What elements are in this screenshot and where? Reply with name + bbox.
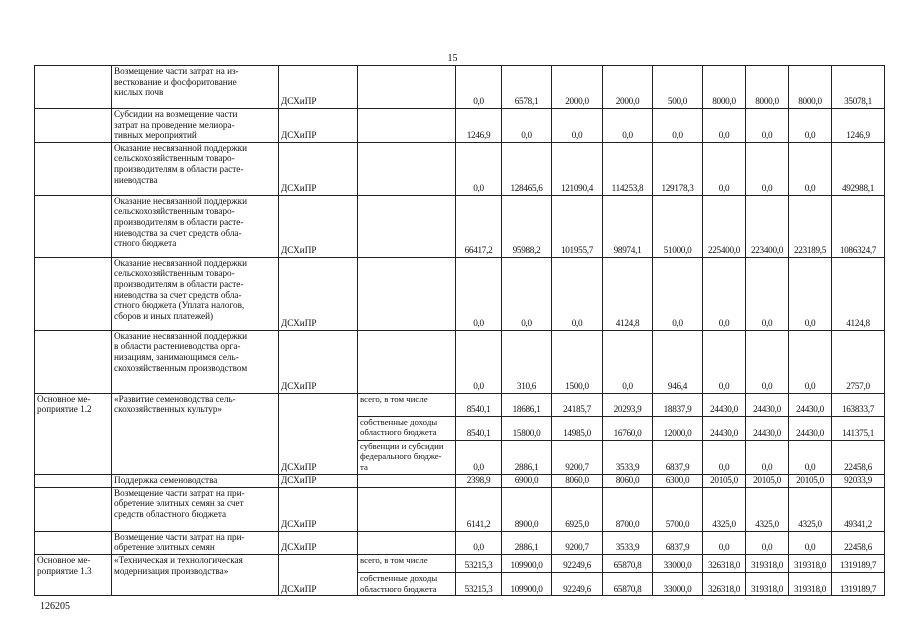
value-cell: 0,0 <box>789 440 832 474</box>
value-cell: 8060,0 <box>603 474 653 487</box>
value-cell: 95988,2 <box>502 195 552 257</box>
value-cell: 18837,9 <box>653 393 703 416</box>
program-cell <box>35 109 112 143</box>
table-row <box>35 554 885 572</box>
value-cell: 326318,0 <box>703 572 746 595</box>
value-cell: 6141,2 <box>456 487 502 531</box>
value-cell: 0,0 <box>789 142 832 195</box>
value-cell: 319318,0 <box>789 554 832 572</box>
value-cell: 2886,1 <box>502 531 552 554</box>
value-cell: 114253,8 <box>603 142 653 195</box>
value-cell: 109900,0 <box>502 572 552 595</box>
program-cell <box>35 487 112 531</box>
value-cell: 319318,0 <box>789 572 832 595</box>
program-cell <box>35 195 112 257</box>
value-cell: 1319189,7 <box>832 554 885 572</box>
activity-name: Оказание несвязанной поддержки сельскохозяйственным товаро- производителям в области расте- ниеводства за счет средств обла- стного бюджета <box>112 195 279 257</box>
value-cell: 0,0 <box>456 330 502 393</box>
table-row <box>35 195 885 257</box>
program-cell <box>35 330 112 393</box>
value-cell: 310,6 <box>502 330 552 393</box>
value-cell: 35078,1 <box>832 66 885 109</box>
value-cell: 223189,5 <box>789 195 832 257</box>
value-cell: 65870,8 <box>603 572 653 595</box>
executor-cell: ДСХиПР <box>279 487 358 531</box>
value-cell: 319318,0 <box>746 572 789 595</box>
value-cell: 0,0 <box>502 257 552 330</box>
value-cell: 6900,0 <box>502 474 552 487</box>
program-cell: Основное ме- роприятие 1.2 <box>35 393 112 474</box>
value-cell: 0,0 <box>746 257 789 330</box>
value-cell: 0,0 <box>746 330 789 393</box>
funding-source: собственные доходы областного бюджета <box>358 416 456 440</box>
source-cell <box>358 531 456 554</box>
value-cell: 0,0 <box>653 257 703 330</box>
value-cell: 128465,6 <box>502 142 552 195</box>
activity-name: Оказание несвязанной поддержки в области растениеводства орга- низациям, занимающимся сель- скохозяйственным производством <box>112 330 279 393</box>
table-row <box>35 109 885 143</box>
value-cell: 0,0 <box>552 257 603 330</box>
funding-source: субвенции и субсидии федерального бюдже- та <box>358 440 456 474</box>
executor-cell: ДСХиПР <box>279 474 358 487</box>
program-cell <box>35 474 112 487</box>
source-cell <box>358 487 456 531</box>
value-cell: 4325,0 <box>789 487 832 531</box>
value-cell: 53215,3 <box>456 572 502 595</box>
program-cell <box>35 531 112 554</box>
value-cell: 6837,9 <box>653 440 703 474</box>
value-cell: 9200,7 <box>552 531 603 554</box>
activity-name: Оказание несвязанной поддержки сельскохозяйственным товаро- производителям в области расте- ниеводства за счет средств обла- стного бюджета (Уплата налогов, сборов и иных платежей) <box>112 257 279 330</box>
activity-name: Возмещение части затрат на из- весткование и фосфоритование кислых почв <box>112 66 279 109</box>
value-cell: 0,0 <box>456 257 502 330</box>
table-row <box>35 257 885 330</box>
value-cell: 51000,0 <box>653 195 703 257</box>
table-row <box>35 142 885 195</box>
value-cell: 2000,0 <box>603 66 653 109</box>
value-cell: 0,0 <box>746 531 789 554</box>
value-cell: 4325,0 <box>703 487 746 531</box>
value-cell: 14985,0 <box>552 416 603 440</box>
value-cell: 163833,7 <box>832 393 885 416</box>
activity-name: Возмещение части затрат на при- обретение элитных семян <box>112 531 279 554</box>
value-cell: 2000,0 <box>552 66 603 109</box>
value-cell: 0,0 <box>746 440 789 474</box>
value-cell: 18686,1 <box>502 393 552 416</box>
value-cell: 492988,1 <box>832 142 885 195</box>
budget-table <box>34 65 885 596</box>
value-cell: 20105,0 <box>746 474 789 487</box>
value-cell: 24430,0 <box>703 416 746 440</box>
value-cell: 53215,3 <box>456 554 502 572</box>
value-cell: 0,0 <box>703 330 746 393</box>
value-cell: 0,0 <box>789 257 832 330</box>
table-row <box>35 66 885 109</box>
program-cell <box>35 257 112 330</box>
value-cell: 24430,0 <box>746 393 789 416</box>
value-cell: 8700,0 <box>603 487 653 531</box>
value-cell: 2757,0 <box>832 330 885 393</box>
value-cell: 0,0 <box>703 440 746 474</box>
value-cell: 6837,9 <box>653 531 703 554</box>
value-cell: 6300,0 <box>653 474 703 487</box>
value-cell: 3533,9 <box>603 440 653 474</box>
value-cell: 0,0 <box>789 330 832 393</box>
value-cell: 0,0 <box>603 330 653 393</box>
value-cell: 109900,0 <box>502 554 552 572</box>
value-cell: 24430,0 <box>746 416 789 440</box>
value-cell: 22458,6 <box>832 440 885 474</box>
value-cell: 2398,9 <box>456 474 502 487</box>
value-cell: 5700,0 <box>653 487 703 531</box>
value-cell: 946,4 <box>653 330 703 393</box>
executor-cell: ДСХиПР <box>279 66 358 109</box>
value-cell: 0,0 <box>789 531 832 554</box>
value-cell: 4325,0 <box>746 487 789 531</box>
activity-name: «Техническая и технологическая модернизация производства» <box>112 554 279 595</box>
value-cell: 15800,0 <box>502 416 552 440</box>
value-cell: 141375,1 <box>832 416 885 440</box>
value-cell: 2886,1 <box>502 440 552 474</box>
value-cell: 101955,7 <box>552 195 603 257</box>
table-row <box>35 393 885 416</box>
value-cell: 65870,8 <box>603 554 653 572</box>
value-cell: 20293,9 <box>603 393 653 416</box>
value-cell: 223400,0 <box>746 195 789 257</box>
value-cell: 9200,7 <box>552 440 603 474</box>
value-cell: 0,0 <box>746 109 789 143</box>
program-cell <box>35 142 112 195</box>
value-cell: 121090,4 <box>552 142 603 195</box>
value-cell: 4124,8 <box>603 257 653 330</box>
page-number: 15 <box>447 53 458 64</box>
funding-source: всего, в том числе <box>358 554 456 572</box>
funding-source: собственные доходы областного бюджета <box>358 572 456 595</box>
value-cell: 8540,1 <box>456 416 502 440</box>
value-cell: 24185,7 <box>552 393 603 416</box>
value-cell: 20105,0 <box>789 474 832 487</box>
activity-name: Поддержка семеноводства <box>112 474 279 487</box>
value-cell: 92249,6 <box>552 554 603 572</box>
program-cell <box>35 66 112 109</box>
value-cell: 1246,9 <box>832 109 885 143</box>
value-cell: 8900,0 <box>502 487 552 531</box>
value-cell: 225400,0 <box>703 195 746 257</box>
value-cell: 8540,1 <box>456 393 502 416</box>
value-cell: 0,0 <box>456 66 502 109</box>
value-cell: 0,0 <box>703 257 746 330</box>
value-cell: 66417,2 <box>456 195 502 257</box>
value-cell: 1086324,7 <box>832 195 885 257</box>
value-cell: 22458,6 <box>832 531 885 554</box>
value-cell: 3533,9 <box>603 531 653 554</box>
table-row <box>35 474 885 487</box>
table-row <box>35 330 885 393</box>
value-cell: 0,0 <box>703 531 746 554</box>
source-cell <box>358 474 456 487</box>
value-cell: 24430,0 <box>703 393 746 416</box>
value-cell: 0,0 <box>789 109 832 143</box>
value-cell: 319318,0 <box>746 554 789 572</box>
table-row <box>35 487 885 531</box>
program-cell: Основное ме- роприятие 1.3 <box>35 554 112 595</box>
value-cell: 92033,9 <box>832 474 885 487</box>
value-cell: 92249,6 <box>552 572 603 595</box>
value-cell: 0,0 <box>456 142 502 195</box>
value-cell: 0,0 <box>746 142 789 195</box>
source-cell <box>358 109 456 143</box>
activity-name: «Развитие семеноводства сель- скохозяйственных культур» <box>112 393 279 474</box>
value-cell: 33000,0 <box>653 572 703 595</box>
activity-name: Оказание несвязанной поддержки сельскохозяйственным товаро- производителям в области расте- ниеводства <box>112 142 279 195</box>
value-cell: 98974,1 <box>603 195 653 257</box>
value-cell: 6925,0 <box>552 487 603 531</box>
value-cell: 0,0 <box>552 109 603 143</box>
value-cell: 49341,2 <box>832 487 885 531</box>
value-cell: 20105,0 <box>703 474 746 487</box>
value-cell: 0,0 <box>502 109 552 143</box>
value-cell: 0,0 <box>653 109 703 143</box>
value-cell: 16760,0 <box>603 416 653 440</box>
value-cell: 326318,0 <box>703 554 746 572</box>
value-cell: 1319189,7 <box>832 572 885 595</box>
value-cell: 1500,0 <box>552 330 603 393</box>
value-cell: 1246,9 <box>456 109 502 143</box>
funding-source: всего, в том числе <box>358 393 456 416</box>
value-cell: 0,0 <box>456 440 502 474</box>
executor-cell: ДСХиПР <box>279 195 358 257</box>
source-cell <box>358 330 456 393</box>
document-code: 126205 <box>40 601 70 612</box>
executor-cell: ДСХиПР <box>279 257 358 330</box>
value-cell: 0,0 <box>703 109 746 143</box>
value-cell: 12000,0 <box>653 416 703 440</box>
value-cell: 24430,0 <box>789 416 832 440</box>
value-cell: 129178,3 <box>653 142 703 195</box>
activity-name: Субсидии на возмещение части затрат на проведение мелиора- тивных мероприятий <box>112 109 279 143</box>
value-cell: 33000,0 <box>653 554 703 572</box>
value-cell: 8000,0 <box>789 66 832 109</box>
source-cell <box>358 142 456 195</box>
table-row <box>35 531 885 554</box>
source-cell <box>358 195 456 257</box>
executor-cell: ДСХиПР <box>279 531 358 554</box>
value-cell: 8000,0 <box>703 66 746 109</box>
source-cell <box>358 257 456 330</box>
value-cell: 0,0 <box>703 142 746 195</box>
executor-cell: ДСХиПР <box>279 393 358 474</box>
source-cell <box>358 66 456 109</box>
executor-cell: ДСХиПР <box>279 109 358 143</box>
activity-name: Возмещение части затрат на при- обретение элитных семян за счет средств областного бюджета <box>112 487 279 531</box>
executor-cell: ДСХиПР <box>279 330 358 393</box>
value-cell: 4124,8 <box>832 257 885 330</box>
value-cell: 0,0 <box>456 531 502 554</box>
value-cell: 6578,1 <box>502 66 552 109</box>
value-cell: 24430,0 <box>789 393 832 416</box>
executor-cell: ДСХиПР <box>279 142 358 195</box>
executor-cell: ДСХиПР <box>279 554 358 595</box>
value-cell: 8060,0 <box>552 474 603 487</box>
value-cell: 8000,0 <box>746 66 789 109</box>
value-cell: 500,0 <box>653 66 703 109</box>
value-cell: 0,0 <box>603 109 653 143</box>
